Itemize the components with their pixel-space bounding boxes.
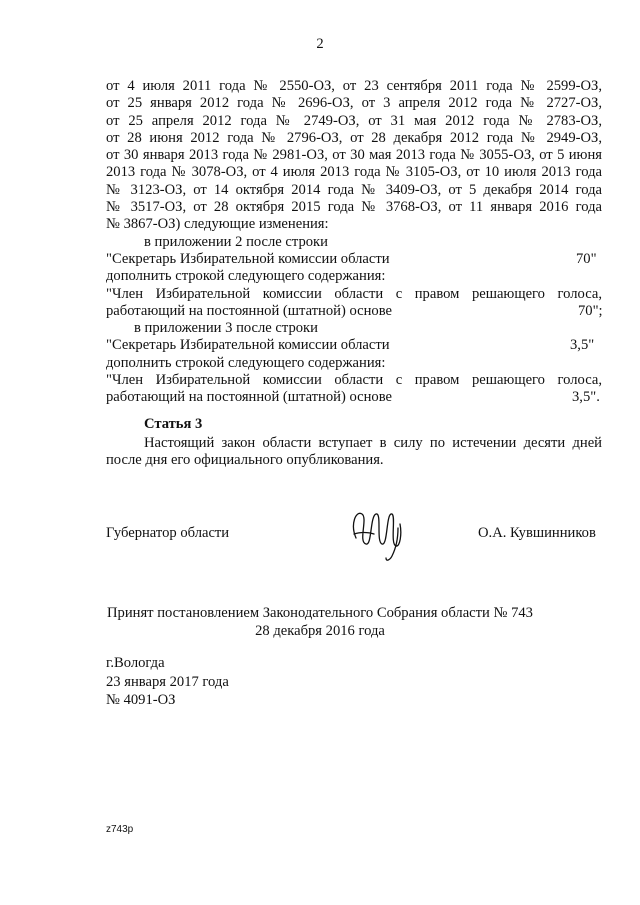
- amendment-paragraph: [106, 78, 602, 407]
- signature-mark: [346, 504, 412, 564]
- appendix2-existing-row: [106, 251, 602, 268]
- paragraph-line: от 4 июля 2011 года № 2550-ОЗ, от 23 сентября 2011 года № 2599-ОЗ,: [106, 78, 602, 94]
- page-number: 2: [316, 36, 324, 52]
- footer-number: № 4091-ОЗ: [106, 692, 176, 708]
- row-value: 70";: [578, 302, 603, 319]
- document-footer: [106, 654, 229, 710]
- appendix2-intro: в приложении 2 после строки: [144, 233, 328, 250]
- appendix3-intro: в приложении 3 после строки: [134, 320, 318, 337]
- appendix3-new-row-line2: [106, 389, 602, 406]
- document-code: z743p: [106, 824, 134, 835]
- row-value: 70": [576, 250, 597, 267]
- governor-name: О.А. Кувшинников: [478, 525, 596, 541]
- article3-paragraph: [106, 435, 602, 470]
- paragraph-line: Настоящий закон области вступает в силу по истечении десяти дней: [144, 435, 602, 451]
- paragraph-line: № 3517-ОЗ, от 28 октября 2015 года № 3768-ОЗ, от 11 января 2016 года: [106, 199, 602, 216]
- row-value: 3,5".: [572, 389, 600, 406]
- paragraph-line: от 25 января 2012 года № 2696-ОЗ, от 3 апреля 2012 года № 2727-ОЗ,: [106, 95, 602, 112]
- row-text: "Секретарь Избирательной комиссии области: [106, 250, 390, 267]
- paragraph-line: от 25 апреля 2012 года № 2749-ОЗ, от 31 мая 2012 года № 2783-ОЗ,: [106, 112, 602, 129]
- appendix3-add-text: дополнить строкой следующего содержания:: [106, 354, 386, 371]
- row-text: работающий на постоянной (штатной) основе: [106, 302, 393, 319]
- appendix2-add-text: дополнить строкой следующего содержания:: [106, 268, 386, 285]
- row-text: "Секретарь Избирательной комиссии области: [106, 337, 390, 354]
- governor-title: Губернатор области: [106, 525, 230, 541]
- adoption-date: 28 декабря 2016 года: [255, 623, 385, 639]
- appendix3-existing-row: [106, 337, 602, 354]
- appendix2-new-row-line1: "Член Избирательной комиссии области с правом решающего голоса,: [106, 285, 602, 302]
- row-text: работающий на постоянной (штатной) основе: [106, 389, 393, 406]
- adoption-statement: [0, 604, 640, 640]
- footer-date: 23 января 2017 года: [106, 673, 229, 690]
- appendix3-new-row-line1: "Член Избирательной комиссии области с правом решающего голоса,: [106, 372, 602, 389]
- paragraph-line: от 30 января 2013 года № 2981-ОЗ, от 30 мая 2013 года № 3055-ОЗ, от 5 июня: [106, 147, 602, 164]
- paragraph-line: после дня его официального опубликования.: [106, 452, 384, 469]
- paragraph-line: № 3123-ОЗ, от 14 октября 2014 года № 3409-ОЗ, от 5 декабря 2014 года: [106, 181, 602, 198]
- row-value: 3,5": [570, 337, 595, 354]
- paragraph-line: от 28 июня 2012 года № 2796-ОЗ, от 28 декабря 2012 года № 2949-ОЗ,: [106, 129, 602, 146]
- paragraph-line: 2013 года № 3078-ОЗ, от 4 июля 2013 года № 3105-ОЗ, от 10 июля 2013 года: [106, 164, 602, 181]
- article3-heading: Статья 3: [144, 416, 203, 432]
- footer-city: г.Вологда: [106, 655, 165, 671]
- paragraph-line: № 3867-ОЗ) следующие изменения:: [106, 216, 329, 233]
- adoption-line: Принят постановлением Законодательного Собрания области № 743: [107, 605, 533, 621]
- appendix2-new-row-line2: [106, 303, 602, 320]
